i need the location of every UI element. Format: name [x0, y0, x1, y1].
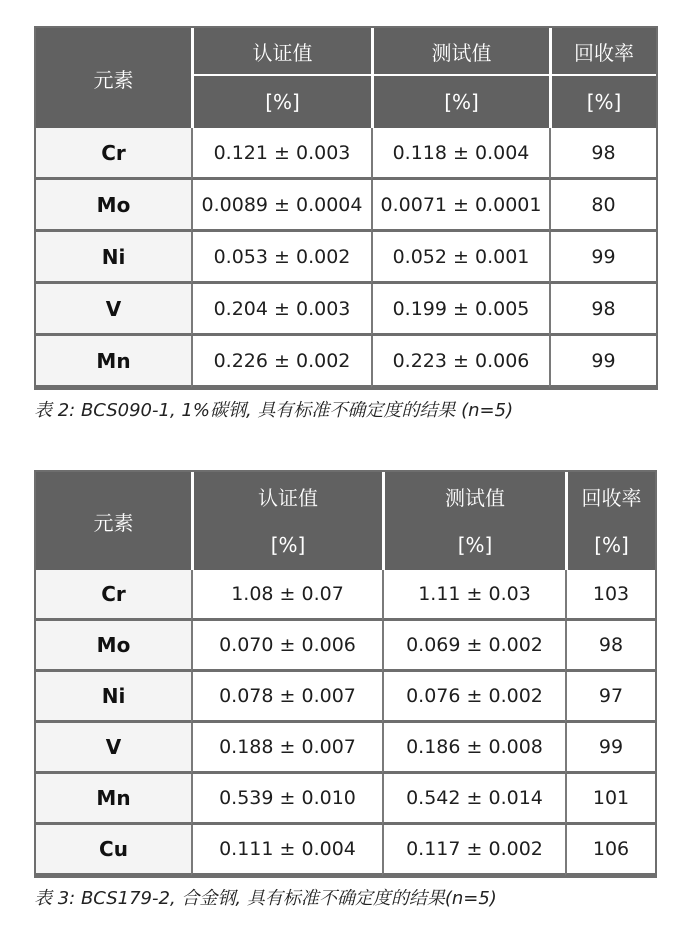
measured-cell: 0.542 ± 0.014 — [382, 774, 565, 825]
header-certified: 认证值 — [191, 28, 371, 76]
recovery-cell: 106 — [565, 825, 655, 876]
element-cell: V — [36, 723, 191, 774]
table-header-row — [36, 28, 656, 76]
table-row — [36, 232, 656, 284]
element-cell: Ni — [36, 232, 191, 284]
measured-cell: 0.076 ± 0.002 — [382, 672, 565, 723]
measured-cell: 0.117 ± 0.002 — [382, 825, 565, 876]
table-row — [36, 723, 655, 774]
recovery-cell: 103 — [565, 570, 655, 621]
certified-cell: 0.539 ± 0.010 — [191, 774, 382, 825]
recovery-cell: 98 — [565, 621, 655, 672]
recovery-cell: 98 — [549, 128, 656, 180]
header-recovery: 回收率 — [565, 472, 655, 520]
table-row — [36, 336, 656, 388]
element-cell: Mo — [36, 621, 191, 672]
certified-cell: 0.0089 ± 0.0004 — [191, 180, 371, 232]
measured-cell: 0.186 ± 0.008 — [382, 723, 565, 774]
unit-recovery: [%] — [565, 520, 655, 570]
measured-cell: 0.199 ± 0.005 — [371, 284, 549, 336]
element-cell: Mo — [36, 180, 191, 232]
certified-cell: 0.053 ± 0.002 — [191, 232, 371, 284]
certified-cell: 1.08 ± 0.07 — [191, 570, 382, 621]
element-cell: Mn — [36, 774, 191, 825]
table-row — [36, 284, 656, 336]
certified-cell: 0.070 ± 0.006 — [191, 621, 382, 672]
measured-cell: 0.069 ± 0.002 — [382, 621, 565, 672]
recovery-cell: 99 — [549, 232, 656, 284]
measured-cell: 0.0071 ± 0.0001 — [371, 180, 549, 232]
measured-cell: 0.052 ± 0.001 — [371, 232, 549, 284]
element-cell: Cu — [36, 825, 191, 876]
header-recovery: 回收率 — [549, 28, 656, 76]
element-cell: Cr — [36, 570, 191, 621]
measured-cell: 1.11 ± 0.03 — [382, 570, 565, 621]
table-caption-2: 表 3: BCS179-2, 合金钢, 具有标准不确定度的结果(n=5) — [34, 888, 497, 909]
element-cell: Cr — [36, 128, 191, 180]
header-certified: 认证值 — [191, 472, 382, 520]
table-row — [36, 672, 655, 723]
table-header-row — [36, 472, 655, 520]
recovery-cell: 80 — [549, 180, 656, 232]
recovery-cell: 98 — [549, 284, 656, 336]
table-row — [36, 570, 655, 621]
recovery-cell: 99 — [565, 723, 655, 774]
certified-cell: 0.226 ± 0.002 — [191, 336, 371, 388]
header-measured: 测试值 — [371, 28, 549, 76]
recovery-cell: 99 — [549, 336, 656, 388]
header-measured: 测试值 — [382, 472, 565, 520]
unit-certified: [%] — [191, 76, 371, 128]
header-element: 元素 — [36, 28, 191, 128]
table-row — [36, 128, 656, 180]
table-row — [36, 825, 655, 876]
unit-certified: [%] — [191, 520, 382, 570]
recovery-cell: 101 — [565, 774, 655, 825]
element-cell: V — [36, 284, 191, 336]
recovery-cell: 97 — [565, 672, 655, 723]
certified-cell: 0.121 ± 0.003 — [191, 128, 371, 180]
results-table-2 — [34, 470, 657, 878]
certified-cell: 0.111 ± 0.004 — [191, 825, 382, 876]
header-element: 元素 — [36, 472, 191, 570]
table-row — [36, 621, 655, 672]
table-row — [36, 180, 656, 232]
unit-measured: [%] — [371, 76, 549, 128]
table-row — [36, 774, 655, 825]
certified-cell: 0.204 ± 0.003 — [191, 284, 371, 336]
certified-cell: 0.188 ± 0.007 — [191, 723, 382, 774]
results-table-1 — [34, 26, 658, 390]
element-cell: Ni — [36, 672, 191, 723]
unit-recovery: [%] — [549, 76, 656, 128]
certified-cell: 0.078 ± 0.007 — [191, 672, 382, 723]
table-caption-1: 表 2: BCS090-1, 1%碳钢, 具有标准不确定度的结果 (n=5) — [34, 400, 514, 421]
measured-cell: 0.118 ± 0.004 — [371, 128, 549, 180]
measured-cell: 0.223 ± 0.006 — [371, 336, 549, 388]
element-cell: Mn — [36, 336, 191, 388]
unit-measured: [%] — [382, 520, 565, 570]
